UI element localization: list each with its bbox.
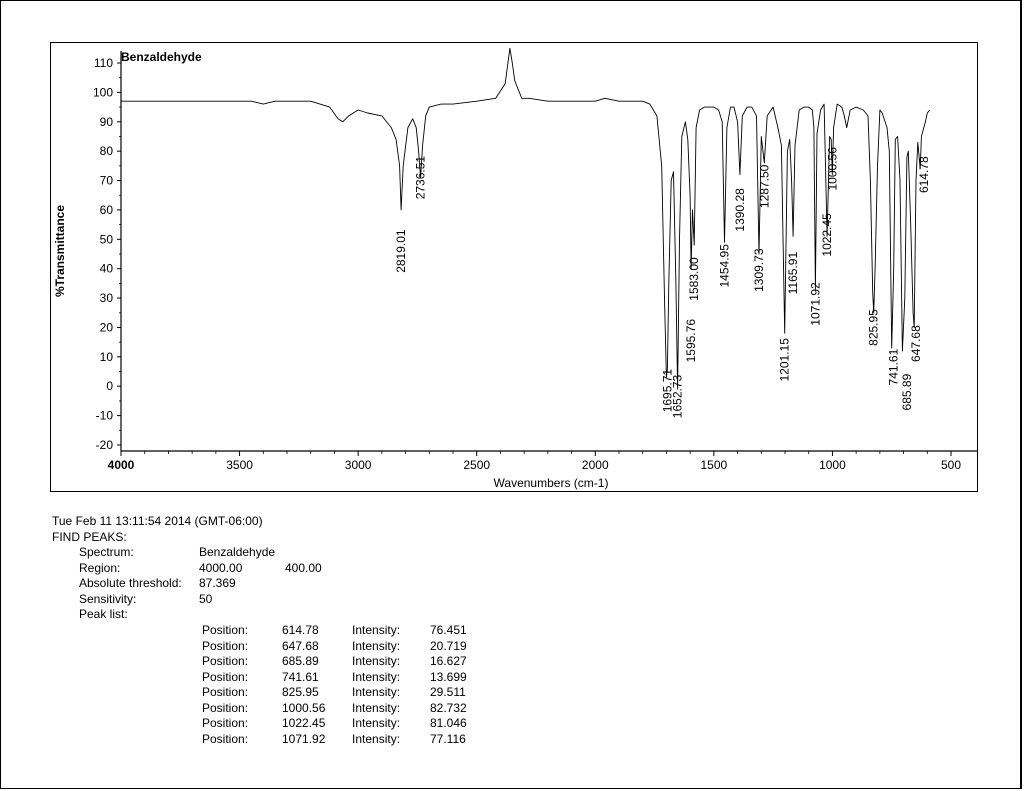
x-tick-label: 500 (940, 458, 962, 472)
x-tick-label: 2500 (463, 458, 491, 472)
peak-label: 1287.50 (757, 164, 772, 209)
peak-position: 1071.92 (282, 731, 326, 746)
peak-intensity: 29.511 (430, 685, 466, 699)
position-label: Position: (202, 654, 249, 668)
sensitivity-label: Sensitivity: (79, 591, 137, 606)
position-label: Position: (202, 669, 249, 684)
spectrum-line (121, 48, 930, 389)
peak-intensity: 81.046 (430, 716, 467, 730)
position-label: Position: (202, 623, 249, 637)
intensity-label: Intensity: (352, 700, 401, 715)
position-label: Position: (202, 638, 249, 653)
peak-position: 685.89 (282, 654, 319, 668)
chart-panel (50, 42, 978, 492)
y-tick-label: 10 (99, 349, 113, 364)
sensitivity-value: 50 (199, 591, 213, 606)
peak-label: 741.61 (886, 348, 901, 386)
x-axis-title: Wavenumbers (cm-1) (493, 476, 609, 490)
peak-position: 647.68 (282, 638, 319, 653)
ir-spectrum-chart (51, 43, 979, 493)
peak-label: 1000.56 (825, 147, 840, 191)
position-label: Position: (202, 716, 249, 730)
peak-label: 1583.00 (687, 257, 702, 301)
y-tick-label: 110 (93, 56, 113, 70)
x-tick-label: 1500 (700, 458, 728, 472)
y-tick-label: 30 (99, 291, 113, 306)
peak-report (52, 514, 572, 754)
peak-label: 2736.51 (413, 155, 428, 200)
y-axis-title: %Transmittance (53, 204, 67, 298)
position-label: Position: (202, 700, 249, 715)
peak-label: 647.68 (909, 325, 923, 362)
y-tick-label: 0 (106, 379, 113, 394)
intensity-label: Intensity: (352, 654, 401, 668)
peak-position: 1022.45 (282, 716, 326, 730)
y-tick-label: 40 (99, 261, 113, 276)
peak-position: 614.78 (282, 623, 319, 637)
peak-label: 1695.71 (660, 368, 675, 413)
y-tick-label: 50 (99, 232, 113, 247)
y-tick-label: 80 (99, 144, 113, 159)
peak-intensity: 77.116 (430, 731, 466, 746)
intensity-label: Intensity: (352, 685, 401, 699)
intensity-label: Intensity: (352, 669, 401, 684)
peak-label: 825.95 (866, 309, 881, 346)
peak-label: 1309.73 (752, 248, 766, 292)
peak-intensity: 82.732 (430, 700, 467, 715)
intensity-label: Intensity: (352, 716, 401, 730)
intensity-label: Intensity: (352, 638, 401, 653)
chart-title: Benzaldehyde (121, 50, 202, 64)
peak-intensity: 13.699 (430, 669, 467, 684)
peak-label: 614.78 (916, 156, 931, 194)
x-tick-label: 3000 (344, 458, 372, 472)
x-tick-label: 1000 (819, 458, 846, 472)
peak-label: 685.89 (899, 373, 914, 411)
peak-position: 1000.56 (282, 700, 326, 715)
peak-position: 741.61 (282, 669, 319, 684)
peak-intensity: 76.451 (430, 623, 467, 637)
peak-table (202, 623, 502, 753)
position-label: Position: (202, 685, 249, 699)
peak-list-label: Peak list: (79, 607, 128, 621)
report-heading: FIND PEAKS: (52, 529, 127, 544)
region-end: 400.00 (285, 560, 322, 575)
x-tick-label: 3500 (226, 458, 253, 472)
y-tick-label: 100 (92, 85, 113, 100)
report-timestamp: Tue Feb 11 13:11:54 2014 (GMT-06:00) (52, 514, 263, 528)
spectrum-label: Spectrum: (79, 545, 134, 559)
peak-intensity: 20.719 (430, 638, 467, 653)
y-tick-label: -10 (95, 408, 113, 423)
peak-position: 825.95 (282, 685, 319, 699)
threshold-value: 87.369 (199, 576, 236, 590)
y-tick-label: 20 (99, 320, 113, 335)
region-start: 4000.00 (199, 560, 243, 575)
peak-label: 1201.15 (777, 338, 792, 382)
position-label: Position: (202, 731, 249, 746)
spectrum-value: Benzaldehyde (199, 545, 276, 559)
y-tick-label: 70 (99, 173, 113, 188)
peak-label: 1454.95 (717, 244, 732, 288)
peak-label: 1652.73 (670, 374, 685, 419)
y-tick-label: 60 (99, 202, 113, 217)
region-label: Region: (79, 560, 121, 575)
peak-label: 1390.28 (732, 188, 747, 232)
peak-label: 1071.92 (808, 282, 823, 326)
intensity-label: Intensity: (352, 731, 401, 746)
y-tick-label: 90 (99, 114, 113, 129)
y-tick-label: -20 (95, 438, 113, 452)
peak-label: 1595.76 (684, 319, 699, 363)
intensity-label: Intensity: (352, 623, 401, 637)
peak-label: 1022.45 (820, 213, 835, 257)
x-tick-label: 4000 (107, 458, 135, 472)
threshold-label: Absolute threshold: (79, 576, 182, 590)
peak-intensity: 16.627 (430, 654, 467, 668)
x-tick-label: 2000 (581, 458, 609, 472)
peak-label: 1165.91 (786, 251, 801, 295)
peak-label: 2819.01 (394, 229, 409, 273)
